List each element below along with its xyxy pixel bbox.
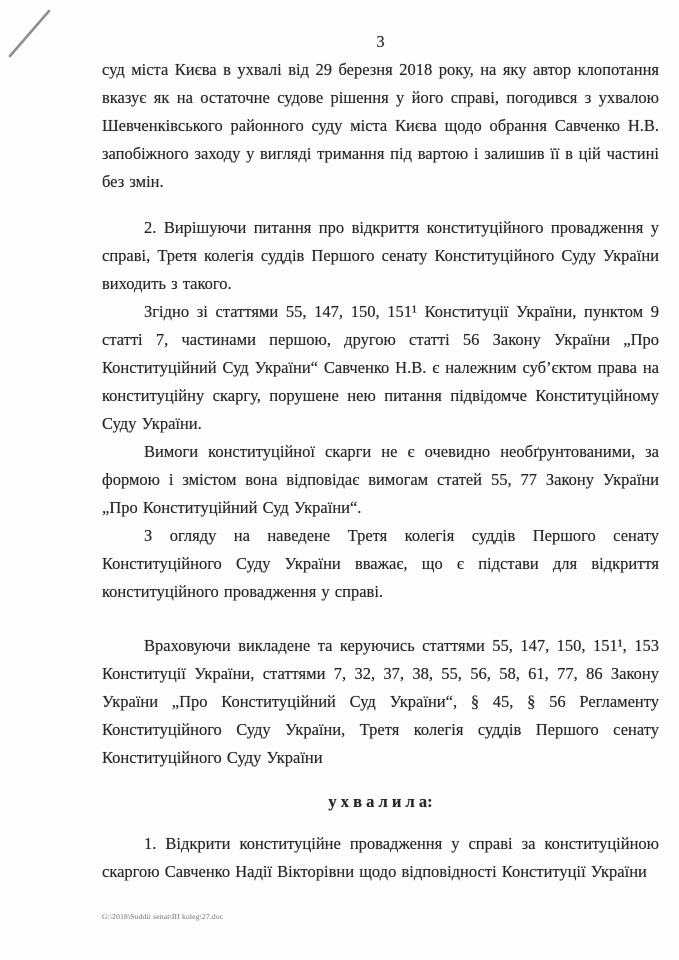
paragraph-guided-by-articles: Враховуючи викладене та керуючись статтями 55, 147, 150, 151¹, 153 Конституції України, статтями 7, 32, 37, 38, 55, 56, 58, 61, 77, 86 Закону України „Про Конституційний Суд України“, § 45, § 56 Регламенту Конституційного Суду України, Третя колегія суддів Першого сенату Конституційного Суду України: [102, 636, 659, 767]
paragraph-grounds-for-opening: З огляду на наведене Третя колегія суддів Першого сенату Конституційного Суду України вважає, що є підстави для відкриття конституційного провадження у справі.: [102, 526, 659, 601]
paragraph-continuation-court-kyiv: суд міста Києва в ухвалі від 29 березня 2018 року, на яку автор клопотання вказує як на остаточне судове рішення у його справі, погодився з ухвалою Шевченківського районного суду міста Києва щодо обрання Савченко Н.В. запобіжного заходу у вигляді тримання під вартою і залишив її в цій частині без змін.: [102, 60, 659, 191]
paragraph-1-open-proceedings: 1. Відкрити конституційне провадження у справі за конституційною скаргою Савченко Надії Вікторівни щодо відповідності Конституції України: [102, 834, 659, 881]
ruling-heading: у х в а л и л а:: [328, 792, 433, 811]
page-number: 3: [376, 32, 385, 51]
paragraph-complaint-requirements: Вимоги конституційної скарги не є очевидно необґрунтованими, за формою і змістом вона відповідає вимогам статей 55, 77 Закону України „Про Конституційний Суд України“.: [102, 442, 659, 517]
footer-file-path: G:\2018\Suddii senat\III koleg\27.doc: [102, 912, 224, 921]
pen-mark-icon: [4, 4, 64, 74]
document-body: [102, 28, 659, 886]
paragraph-according-to-articles: Згідно зі статтями 55, 147, 150, 151¹ Конституції України, пунктом 9 статті 7, частинами першою, другою статті 56 Закону України „Про Конституційний Суд України“ Савченко Н.В. є належним суб’єктом права на конституційну скаргу, порушене нею питання підвідомче Конституційному Суду України.: [102, 302, 659, 433]
paragraph-2-deciding-question: 2. Вирішуючи питання про відкриття конституційного провадження у справі, Третя колегія суддів Першого сенату Конституційного Суду України виходить з такого.: [102, 218, 659, 293]
pen-stroke: [10, 11, 49, 56]
